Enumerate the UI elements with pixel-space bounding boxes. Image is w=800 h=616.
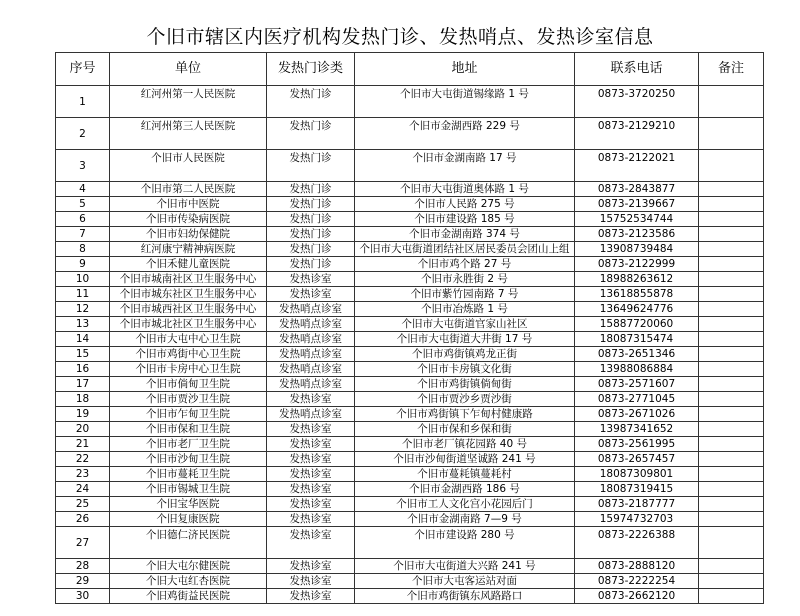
phone-cell: 0873-2657457: [575, 452, 699, 467]
remarks-cell: [699, 392, 764, 407]
clinic-type-cell: 发热诊室: [267, 512, 355, 527]
address-cell: 个旧市大屯街道官家山社区: [355, 317, 575, 332]
table-row: [56, 482, 764, 497]
clinic-type-cell: 发热门诊: [267, 150, 355, 182]
unit-cell: 个旧市倘甸卫生院: [110, 377, 267, 392]
clinic-type-cell: 发热门诊: [267, 257, 355, 272]
phone-cell: 13987341652: [575, 422, 699, 437]
remarks-cell: [699, 452, 764, 467]
table-row: [56, 272, 764, 287]
header-remarks: 备注: [699, 53, 764, 86]
clinic-type-cell: 发热门诊: [267, 182, 355, 197]
index-cell: 27: [56, 527, 110, 559]
remarks-cell: [699, 287, 764, 302]
address-cell: 个旧市大屯街道奥体路 1 号: [355, 182, 575, 197]
remarks-cell: [699, 272, 764, 287]
clinic-type-cell: 发热哨点诊室: [267, 332, 355, 347]
remarks-cell: [699, 497, 764, 512]
clinic-type-cell: 发热诊室: [267, 559, 355, 574]
remarks-cell: [699, 118, 764, 150]
address-cell: 个旧市沙甸街道坚诚路 241 号: [355, 452, 575, 467]
clinic-type-cell: 发热诊室: [267, 437, 355, 452]
table-row: [56, 287, 764, 302]
phone-cell: 0873-2123586: [575, 227, 699, 242]
remarks-cell: [699, 422, 764, 437]
unit-cell: 个旧市卡房中心卫生院: [110, 362, 267, 377]
index-cell: 15: [56, 347, 110, 362]
unit-cell: 红河州第一人民医院: [110, 86, 267, 118]
index-cell: 12: [56, 302, 110, 317]
clinic-type-cell: 发热诊室: [267, 467, 355, 482]
table-row: [56, 302, 764, 317]
table-row: [56, 392, 764, 407]
table-row: [56, 242, 764, 257]
address-cell: 个旧市建设路 280 号: [355, 527, 575, 559]
clinic-type-cell: 发热哨点诊室: [267, 302, 355, 317]
remarks-cell: [699, 182, 764, 197]
phone-cell: 18087309801: [575, 467, 699, 482]
index-cell: 7: [56, 227, 110, 242]
index-cell: 5: [56, 197, 110, 212]
phone-cell: 0873-3720250: [575, 86, 699, 118]
remarks-cell: [699, 589, 764, 604]
unit-cell: 个旧宝华医院: [110, 497, 267, 512]
unit-cell: 个旧禾健儿童医院: [110, 257, 267, 272]
remarks-cell: [699, 302, 764, 317]
clinic-type-cell: 发热门诊: [267, 227, 355, 242]
index-cell: 4: [56, 182, 110, 197]
unit-cell: 个旧市锡城卫生院: [110, 482, 267, 497]
unit-cell: 个旧市鸡街中心卫生院: [110, 347, 267, 362]
address-cell: 个旧市鸡街镇下乍甸村健康路: [355, 407, 575, 422]
index-cell: 24: [56, 482, 110, 497]
unit-cell: 个旧市大屯中心卫生院: [110, 332, 267, 347]
index-cell: 6: [56, 212, 110, 227]
table-row: [56, 377, 764, 392]
index-cell: 18: [56, 392, 110, 407]
table-row: [56, 182, 764, 197]
remarks-cell: [699, 227, 764, 242]
header-unit: 单位: [110, 53, 267, 86]
table-row: [56, 574, 764, 589]
unit-cell: 个旧鸡街益民医院: [110, 589, 267, 604]
table-header-row: [56, 53, 764, 86]
unit-cell: 个旧市贾沙卫生院: [110, 392, 267, 407]
index-cell: 2: [56, 118, 110, 150]
header-phone: 联系电话: [575, 53, 699, 86]
address-cell: 个旧市建设路 185 号: [355, 212, 575, 227]
clinic-type-cell: 发热门诊: [267, 86, 355, 118]
index-cell: 26: [56, 512, 110, 527]
remarks-cell: [699, 257, 764, 272]
phone-cell: 0873-2139667: [575, 197, 699, 212]
phone-cell: 0873-2561995: [575, 437, 699, 452]
unit-cell: 红河州第三人民医院: [110, 118, 267, 150]
table-row: [56, 422, 764, 437]
index-cell: 13: [56, 317, 110, 332]
index-cell: 30: [56, 589, 110, 604]
address-cell: 个旧市鸡街镇鸡龙正街: [355, 347, 575, 362]
unit-cell: 个旧市城南社区卫生服务中心: [110, 272, 267, 287]
clinic-type-cell: 发热哨点诊室: [267, 377, 355, 392]
index-cell: 1: [56, 86, 110, 118]
phone-cell: 18087319415: [575, 482, 699, 497]
address-cell: 个旧市金湖南路 7—9 号: [355, 512, 575, 527]
table-row: [56, 227, 764, 242]
index-cell: 19: [56, 407, 110, 422]
address-cell: 个旧市贾沙乡贾沙街: [355, 392, 575, 407]
address-cell: 个旧市冶炼路 1 号: [355, 302, 575, 317]
remarks-cell: [699, 362, 764, 377]
clinic-type-cell: 发热诊室: [267, 497, 355, 512]
clinic-type-cell: 发热门诊: [267, 242, 355, 257]
index-cell: 9: [56, 257, 110, 272]
table-row: [56, 559, 764, 574]
remarks-cell: [699, 317, 764, 332]
clinic-type-cell: 发热诊室: [267, 392, 355, 407]
unit-cell: 个旧市传染病医院: [110, 212, 267, 227]
index-cell: 17: [56, 377, 110, 392]
phone-cell: 0873-2129210: [575, 118, 699, 150]
unit-cell: 个旧市人民医院: [110, 150, 267, 182]
remarks-cell: [699, 377, 764, 392]
table-row: [56, 212, 764, 227]
index-cell: 21: [56, 437, 110, 452]
unit-cell: 个旧市乍甸卫生院: [110, 407, 267, 422]
unit-cell: 个旧市第二人民医院: [110, 182, 267, 197]
address-cell: 个旧市鸡街镇东风路路口: [355, 589, 575, 604]
clinic-type-cell: 发热诊室: [267, 482, 355, 497]
phone-cell: 0873-2771045: [575, 392, 699, 407]
clinic-type-cell: 发热门诊: [267, 212, 355, 227]
phone-cell: 0873-2662120: [575, 589, 699, 604]
table-row: [56, 347, 764, 362]
address-cell: 个旧市鸡个路 27 号: [355, 257, 575, 272]
address-cell: 个旧市保和乡保和街: [355, 422, 575, 437]
clinic-type-cell: 发热诊室: [267, 272, 355, 287]
index-cell: 16: [56, 362, 110, 377]
phone-cell: 13988086884: [575, 362, 699, 377]
table-row: [56, 150, 764, 182]
unit-cell: 个旧复康医院: [110, 512, 267, 527]
table-row: [56, 437, 764, 452]
index-cell: 22: [56, 452, 110, 467]
remarks-cell: [699, 527, 764, 559]
remarks-cell: [699, 574, 764, 589]
clinic-type-cell: 发热诊室: [267, 589, 355, 604]
address-cell: 个旧市蔓耗镇蔓耗村: [355, 467, 575, 482]
clinic-type-cell: 发热诊室: [267, 574, 355, 589]
phone-cell: 18988263612: [575, 272, 699, 287]
address-cell: 个旧市人民路 275 号: [355, 197, 575, 212]
table-row: [56, 257, 764, 272]
clinic-type-cell: 发热哨点诊室: [267, 407, 355, 422]
remarks-cell: [699, 86, 764, 118]
remarks-cell: [699, 467, 764, 482]
table-row: [56, 452, 764, 467]
unit-cell: 个旧市城北社区卫生服务中心: [110, 317, 267, 332]
phone-cell: 0873-2187777: [575, 497, 699, 512]
address-cell: 个旧市大屯街道大兴路 241 号: [355, 559, 575, 574]
table-row: [56, 407, 764, 422]
address-cell: 个旧市老厂镇花园路 40 号: [355, 437, 575, 452]
address-cell: 个旧市大屯街道团结社区居民委员会团山上组: [355, 242, 575, 257]
clinic-type-cell: 发热哨点诊室: [267, 317, 355, 332]
table-row: [56, 197, 764, 212]
phone-cell: 13618855878: [575, 287, 699, 302]
address-cell: 个旧市大屯客运站对面: [355, 574, 575, 589]
unit-cell: 个旧市保和卫生院: [110, 422, 267, 437]
remarks-cell: [699, 332, 764, 347]
phone-cell: 0873-2888120: [575, 559, 699, 574]
table-row: [56, 589, 764, 604]
clinic-type-cell: 发热诊室: [267, 452, 355, 467]
unit-cell: 个旧市中医院: [110, 197, 267, 212]
phone-cell: 15752534744: [575, 212, 699, 227]
clinic-type-cell: 发热诊室: [267, 527, 355, 559]
phone-cell: 0873-2843877: [575, 182, 699, 197]
remarks-cell: [699, 150, 764, 182]
index-cell: 3: [56, 150, 110, 182]
phone-cell: 0873-2571607: [575, 377, 699, 392]
phone-cell: 0873-2226388: [575, 527, 699, 559]
index-cell: 20: [56, 422, 110, 437]
remarks-cell: [699, 347, 764, 362]
header-clinic-type: 发热门诊类: [267, 53, 355, 86]
address-cell: 个旧市大屯街道大井街 17 号: [355, 332, 575, 347]
address-cell: 个旧市永胜街 2 号: [355, 272, 575, 287]
unit-cell: 个旧市妇幼保健院: [110, 227, 267, 242]
index-cell: 8: [56, 242, 110, 257]
header-address: 地址: [355, 53, 575, 86]
phone-cell: 0873-2222254: [575, 574, 699, 589]
phone-cell: 15887720060: [575, 317, 699, 332]
phone-cell: 15974732703: [575, 512, 699, 527]
phone-cell: 0873-2671026: [575, 407, 699, 422]
remarks-cell: [699, 242, 764, 257]
remarks-cell: [699, 559, 764, 574]
index-cell: 29: [56, 574, 110, 589]
unit-cell: 个旧德仁济民医院: [110, 527, 267, 559]
clinic-type-cell: 发热哨点诊室: [267, 347, 355, 362]
table-row: [56, 467, 764, 482]
table-row: [56, 86, 764, 118]
header-index: 序号: [56, 53, 110, 86]
address-cell: 个旧市大屯街道锡缘路 1 号: [355, 86, 575, 118]
index-cell: 14: [56, 332, 110, 347]
table-row: [56, 332, 764, 347]
unit-cell: 个旧大屯尔健医院: [110, 559, 267, 574]
phone-cell: 13649624776: [575, 302, 699, 317]
page-title: 个旧市辖区内医疗机构发热门诊、发热哨点、发热诊室信息: [146, 26, 654, 48]
address-cell: 个旧市金湖西路 229 号: [355, 118, 575, 150]
phone-cell: 0873-2651346: [575, 347, 699, 362]
unit-cell: 红河康宁精神病医院: [110, 242, 267, 257]
phone-cell: 0873-2122999: [575, 257, 699, 272]
remarks-cell: [699, 197, 764, 212]
table-row: [56, 512, 764, 527]
unit-cell: 个旧市沙甸卫生院: [110, 452, 267, 467]
unit-cell: 个旧市老厂卫生院: [110, 437, 267, 452]
index-cell: 23: [56, 467, 110, 482]
address-cell: 个旧市紫竹园南路 7 号: [355, 287, 575, 302]
address-cell: 个旧市金湖南路 374 号: [355, 227, 575, 242]
table-row: [56, 497, 764, 512]
index-cell: 10: [56, 272, 110, 287]
index-cell: 11: [56, 287, 110, 302]
index-cell: 25: [56, 497, 110, 512]
clinic-type-cell: 发热哨点诊室: [267, 362, 355, 377]
unit-cell: 个旧市城西社区卫生服务中心: [110, 302, 267, 317]
address-cell: 个旧市工人文化宫小花园后门: [355, 497, 575, 512]
clinic-type-cell: 发热诊室: [267, 287, 355, 302]
phone-cell: 0873-2122021: [575, 150, 699, 182]
unit-cell: 个旧市城东社区卫生服务中心: [110, 287, 267, 302]
address-cell: 个旧市鸡街镇倘甸街: [355, 377, 575, 392]
table-row: [56, 362, 764, 377]
address-cell: 个旧市金湖南路 17 号: [355, 150, 575, 182]
unit-cell: 个旧市蔓耗卫生院: [110, 467, 267, 482]
table-row: [56, 317, 764, 332]
remarks-cell: [699, 212, 764, 227]
remarks-cell: [699, 437, 764, 452]
clinic-type-cell: 发热诊室: [267, 422, 355, 437]
address-cell: 个旧市卡房镇文化街: [355, 362, 575, 377]
remarks-cell: [699, 512, 764, 527]
phone-cell: 13908739484: [575, 242, 699, 257]
remarks-cell: [699, 407, 764, 422]
table-row: [56, 118, 764, 150]
index-cell: 28: [56, 559, 110, 574]
address-cell: 个旧市金湖西路 186 号: [355, 482, 575, 497]
clinic-type-cell: 发热门诊: [267, 197, 355, 212]
clinic-type-cell: 发热门诊: [267, 118, 355, 150]
info-table: [55, 52, 764, 604]
unit-cell: 个旧大屯红杏医院: [110, 574, 267, 589]
phone-cell: 18087315474: [575, 332, 699, 347]
remarks-cell: [699, 482, 764, 497]
table-row: [56, 527, 764, 559]
